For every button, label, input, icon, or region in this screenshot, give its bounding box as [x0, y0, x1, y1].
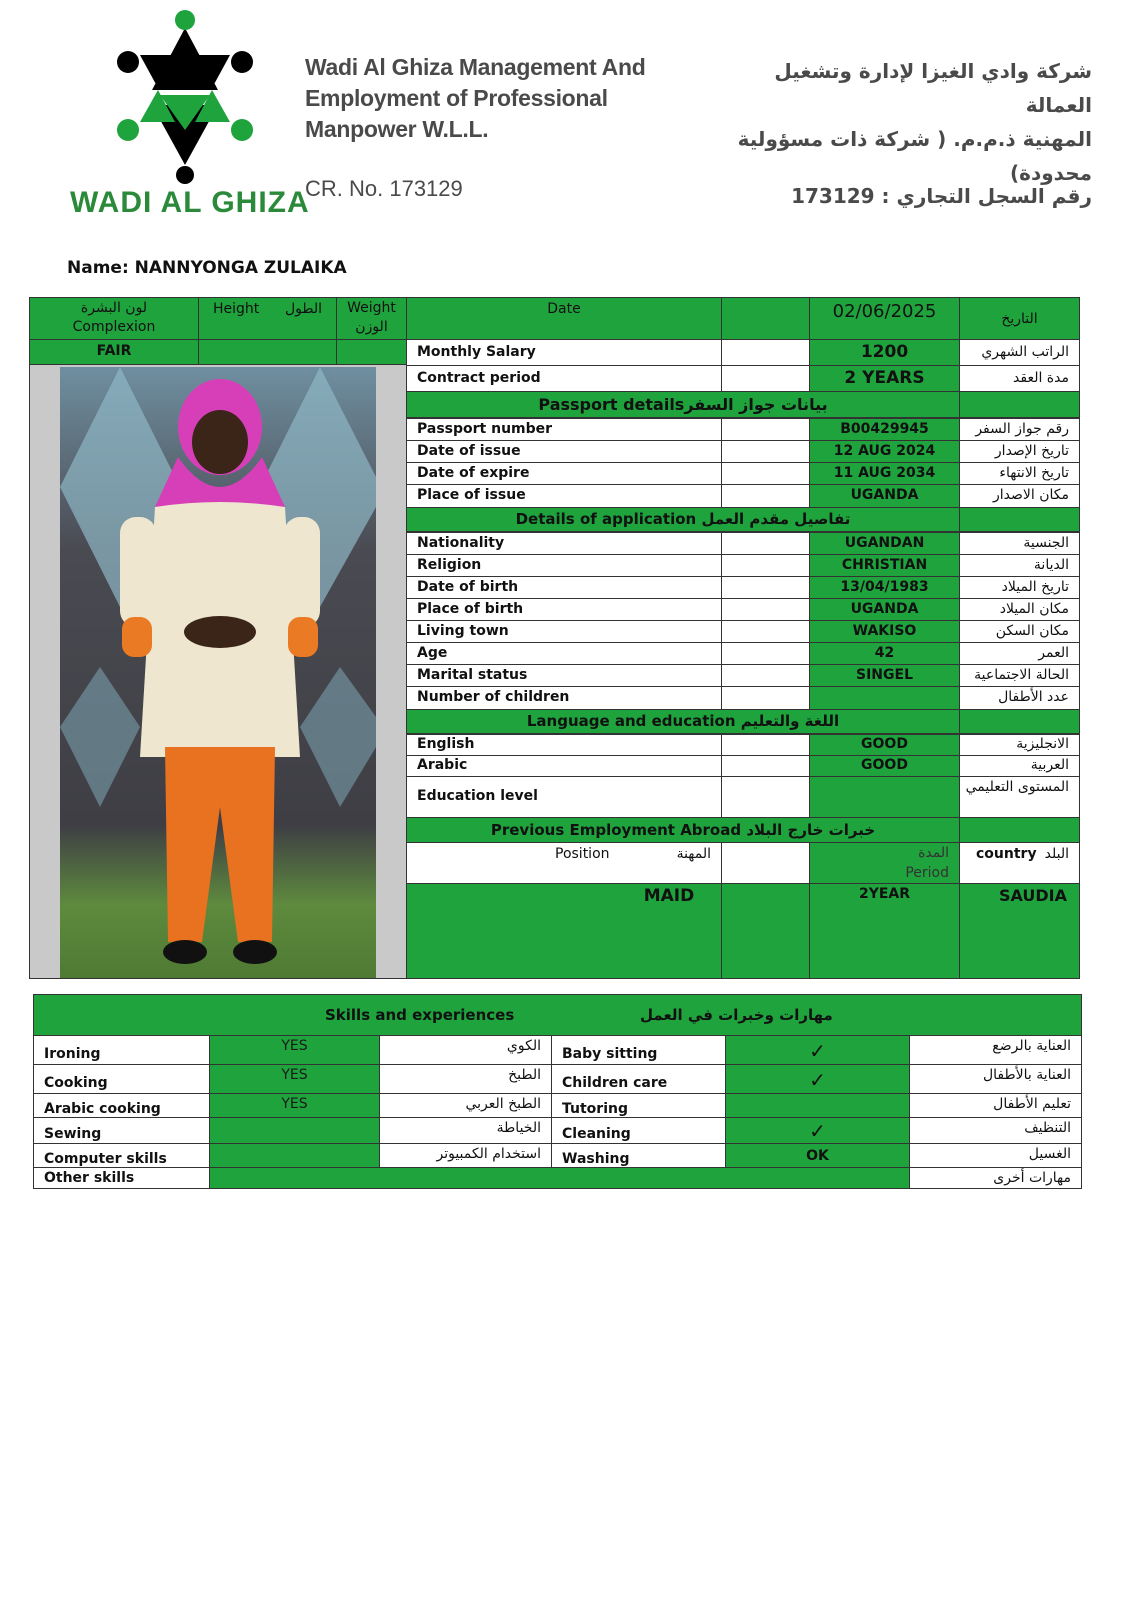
info-row-label: Marital status: [406, 664, 722, 687]
info-row-spacer: [721, 554, 810, 577]
info-row-label: Monthly Salary: [406, 339, 722, 366]
info-row-value: SINGEL: [809, 664, 960, 687]
skill-value: ✓: [725, 1117, 910, 1144]
skill-label-ar: الكوي: [379, 1035, 552, 1065]
position-header-en: Position: [555, 846, 610, 862]
company-name-ar-line: المهنية ذ.م.م. ( شركة ذات مسؤولية: [737, 127, 1092, 151]
info-row-label-ar: العربية: [959, 755, 1080, 777]
other-skills-label: Other skills: [33, 1167, 210, 1189]
employment-spacer: [721, 842, 810, 884]
company-name-ar-line: شركة وادي الغيزا لإدارة وتشغيل العمالة: [774, 59, 1092, 117]
employment-title-spacer: [959, 817, 1080, 843]
logo-wordmark: WADI AL GHIZA: [70, 186, 310, 219]
application-title-spacer: [959, 507, 1080, 532]
info-row-value: WAKISO: [809, 620, 960, 643]
date-spacer: [721, 297, 810, 340]
height-header: [198, 297, 337, 340]
info-row-label: Place of birth: [406, 598, 722, 621]
skill-label-ar: الطبخ: [379, 1064, 552, 1094]
info-row-spacer: [721, 365, 810, 392]
employment-row-position: [406, 883, 722, 979]
info-row-label: Contract period: [406, 365, 722, 392]
skill-label: Arabic cooking: [33, 1093, 210, 1118]
skill-value: OK: [725, 1143, 910, 1168]
info-row-value: 11 AUG 2034: [809, 462, 960, 485]
employment-position-value: MAID: [643, 886, 695, 906]
info-row-label-ar: مكان الميلاد: [959, 598, 1080, 621]
info-row-label: Age: [406, 642, 722, 665]
cr-number-en: CR. No. 173129: [305, 176, 463, 201]
employment-row-period: [809, 883, 960, 979]
info-row-spacer: [721, 686, 810, 710]
complexion-header-ar: لون البشرة: [80, 300, 148, 316]
height-value: [198, 339, 337, 365]
candidate-name: Name: NANNYONGA ZULAIKA: [67, 258, 347, 278]
info-row-spacer: [721, 734, 810, 756]
skills-header: [33, 994, 1082, 1036]
info-row-spacer: [721, 642, 810, 665]
employment-row-spacer: [721, 883, 810, 979]
employment-section-title: Previous Employment Abroad خبرات خارج البلاد: [406, 817, 960, 843]
company-name-ar: [712, 54, 1092, 190]
info-row-spacer: [721, 462, 810, 485]
period-header-ar: المدة: [918, 845, 949, 861]
info-row-value: B00429945: [809, 418, 960, 441]
info-row-label: Arabic: [406, 755, 722, 777]
info-row-value: UGANDA: [809, 484, 960, 508]
info-row-spacer: [721, 664, 810, 687]
info-row-value: [809, 686, 960, 710]
skill-label-ar: تعليم الأطفال: [909, 1093, 1082, 1118]
info-row-label: Religion: [406, 554, 722, 577]
info-row-label: Place of issue: [406, 484, 722, 508]
skill-value: YES: [209, 1064, 380, 1094]
company-logo: [100, 10, 270, 185]
height-header-ar: الطول: [284, 301, 322, 317]
company-name-en-line: Manpower W.L.L.: [305, 116, 489, 142]
info-row-label: Passport number: [406, 418, 722, 441]
info-row-label: Number of children: [406, 686, 722, 710]
info-row-label-ar: المستوى التعليمي: [959, 776, 1080, 818]
info-row-label-ar: تاريخ الميلاد: [959, 576, 1080, 599]
info-row-label-ar: الجنسية: [959, 532, 1080, 555]
info-row-value: 2 YEARS: [809, 365, 960, 392]
date-value: 02/06/2025: [809, 297, 960, 340]
skill-label-ar: الغسيل: [909, 1143, 1082, 1168]
info-row-value: 42: [809, 642, 960, 665]
info-row-label-ar: الانجليزية: [959, 734, 1080, 756]
info-row-label: Date of birth: [406, 576, 722, 599]
employment-period-value: 2YEAR: [858, 886, 911, 902]
period-header-en: Period: [905, 865, 949, 881]
skill-value: ✓: [725, 1035, 910, 1065]
info-row-label-ar: الحالة الاجتماعية: [959, 664, 1080, 687]
position-header-ar: المهنة: [676, 846, 711, 862]
skill-value: YES: [209, 1093, 380, 1118]
other-skills-label-ar: مهارات أخرى: [909, 1167, 1082, 1189]
info-row-label-ar: مدة العقد: [959, 365, 1080, 392]
info-row-label-ar: تاريخ الإصدار: [959, 440, 1080, 463]
skills-title-en: Skills and experiences: [325, 1006, 515, 1024]
info-row-spacer: [721, 339, 810, 366]
info-row-spacer: [721, 532, 810, 555]
skill-label-ar: الخياطة: [379, 1117, 552, 1144]
complexion-header-en: Complexion: [72, 319, 156, 335]
info-row-label-ar: العمر: [959, 642, 1080, 665]
other-skills-value: [209, 1167, 910, 1189]
info-row-label-ar: الراتب الشهري: [959, 339, 1080, 366]
info-row-spacer: [721, 440, 810, 463]
date-label-ar: التاريخ: [959, 297, 1080, 340]
candidate-photo: [60, 367, 376, 978]
passport-title-spacer: [959, 391, 1080, 418]
info-row-value: UGANDA: [809, 598, 960, 621]
skill-label-ar: التنظيف: [909, 1117, 1082, 1144]
language-section-title: Language and education اللغة والتعليم: [406, 709, 960, 734]
period-header: [809, 842, 960, 884]
skill-label: Washing: [551, 1143, 726, 1168]
passport-section-title: Passport detailsبيانات جواز السفر: [406, 391, 960, 418]
skill-label: Children care: [551, 1064, 726, 1094]
skill-label: Sewing: [33, 1117, 210, 1144]
info-row-spacer: [721, 620, 810, 643]
date-header: [406, 297, 722, 340]
company-name-en: [305, 52, 645, 145]
employment-row-country: [959, 883, 1080, 979]
company-name-ar-line: محدودة): [1010, 161, 1092, 185]
info-row-label: Living town: [406, 620, 722, 643]
skill-value: [725, 1093, 910, 1118]
weight-header-ar: الوزن: [355, 319, 388, 335]
skill-label: Cleaning: [551, 1117, 726, 1144]
date-header-en: Date: [547, 301, 581, 317]
language-title-spacer: [959, 709, 1080, 734]
info-row-label: Nationality: [406, 532, 722, 555]
info-row-label: Date of expire: [406, 462, 722, 485]
skill-value: YES: [209, 1035, 380, 1065]
skill-label: Tutoring: [551, 1093, 726, 1118]
info-row-label-ar: مكان الاصدار: [959, 484, 1080, 508]
employment-country-value: SAUDIA: [998, 886, 1067, 905]
skill-value: ✓: [725, 1064, 910, 1094]
info-row-label-ar: رقم جواز السفر: [959, 418, 1080, 441]
info-row-value: 13/04/1983: [809, 576, 960, 599]
weight-header-en: Weight: [347, 300, 396, 316]
info-row-value: CHRISTIAN: [809, 554, 960, 577]
info-row-value: GOOD: [809, 734, 960, 756]
company-name-en-line: Wadi Al Ghiza Management And: [305, 54, 646, 80]
country-header-en: country: [976, 846, 1037, 862]
weight-header: [336, 297, 407, 340]
application-section-title: Details of application تفاصيل مقدم العمل: [406, 507, 960, 532]
company-name-en-line: Employment of Professional: [305, 85, 608, 111]
skill-label: Computer skills: [33, 1143, 210, 1168]
info-row-label: English: [406, 734, 722, 756]
person-photo-icon: [60, 367, 376, 978]
info-row-label-ar: عدد الأطفال: [959, 686, 1080, 710]
info-row-spacer: [721, 418, 810, 441]
skill-label-ar: الطبخ العربي: [379, 1093, 552, 1118]
info-row-value: UGANDAN: [809, 532, 960, 555]
info-row-label: Date of issue: [406, 440, 722, 463]
skills-title-ar: مهارات وخبرات في العمل: [640, 1006, 833, 1024]
skill-label-ar: استخدام الكمبيوتر: [379, 1143, 552, 1168]
skill-label-ar: العناية بالأطفال: [909, 1064, 1082, 1094]
skill-value: [209, 1143, 380, 1168]
info-row-value: 1200: [809, 339, 960, 366]
info-row-value: GOOD: [809, 755, 960, 777]
weight-value: [336, 339, 407, 365]
info-row-spacer: [721, 755, 810, 777]
skill-value: [209, 1117, 380, 1144]
position-header: [406, 842, 722, 884]
skill-label: Cooking: [33, 1064, 210, 1094]
info-row-spacer: [721, 598, 810, 621]
country-header-ar: البلد: [1044, 846, 1069, 862]
info-row-label-ar: الديانة: [959, 554, 1080, 577]
complexion-header: [29, 297, 199, 340]
info-row-spacer: [721, 776, 810, 818]
country-header: [959, 842, 1080, 884]
info-row-value: [809, 776, 960, 818]
info-row-value: 12 AUG 2024: [809, 440, 960, 463]
info-row-label-ar: تاريخ الانتهاء: [959, 462, 1080, 485]
logo-emblem-icon: [100, 10, 270, 185]
skill-label: Baby sitting: [551, 1035, 726, 1065]
info-row-label: Education level: [406, 776, 722, 818]
info-row-label-ar: مكان السكن: [959, 620, 1080, 643]
height-header-en: Height: [213, 301, 260, 317]
info-row-spacer: [721, 484, 810, 508]
skill-label-ar: العناية بالرضع: [909, 1035, 1082, 1065]
photo-frame: [29, 364, 407, 979]
cr-number-ar: رقم السجل التجاري : 173129: [791, 184, 1092, 208]
complexion-value: FAIR: [29, 339, 199, 365]
info-row-spacer: [721, 576, 810, 599]
skill-label: Ironing: [33, 1035, 210, 1065]
